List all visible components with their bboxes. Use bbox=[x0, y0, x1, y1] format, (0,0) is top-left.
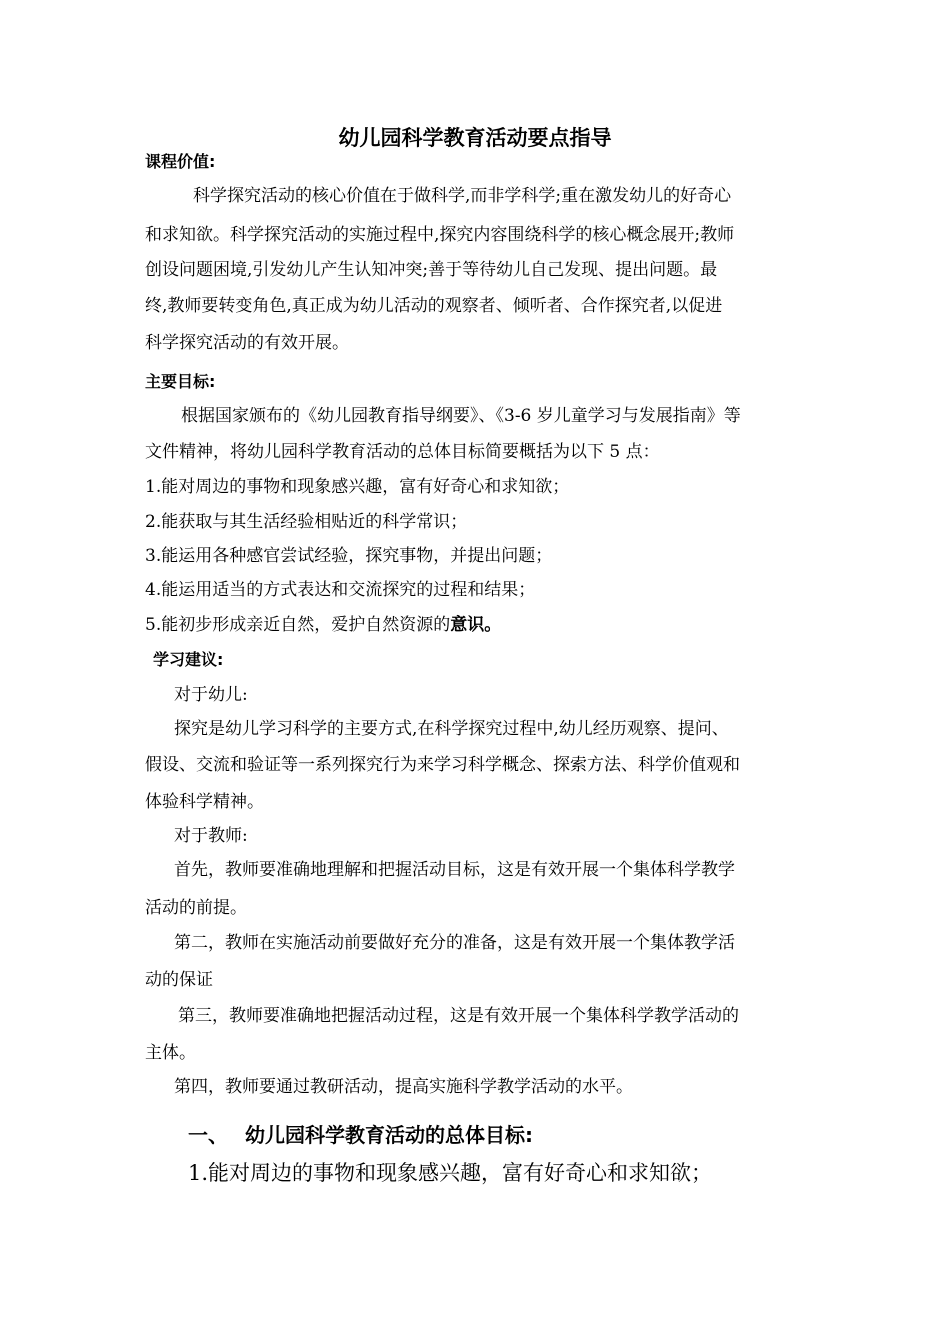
section-heading: 幼儿园科学教育活动的总体目标: bbox=[245, 1123, 533, 1147]
teacher-line: 动的保证 bbox=[145, 970, 213, 990]
main-goals-intro-line: 根据国家颁布的《幼儿园教育指导纲要》、《3-6 岁儿童学习与发展指南》等 bbox=[181, 406, 741, 426]
teacher-line: 主体。 bbox=[145, 1043, 196, 1063]
course-value-line: 终,教师要转变角色,真正成为幼儿活动的观察者、倾听者、合作探究者,以促进 bbox=[145, 296, 723, 316]
teacher-line: 首先，教师要准确地理解和把握活动目标，这是有效开展一个集体科学教学 bbox=[174, 860, 735, 880]
main-goals-heading: 主要目标: bbox=[145, 372, 216, 391]
goal-item: 4.能运用适当的方式表达和交流探究的过程和结果； bbox=[145, 580, 536, 600]
course-value-line: 创设问题困境,引发幼儿产生认知冲突;善于等待幼儿自己发现、提出问题。最 bbox=[145, 260, 718, 280]
section-number: 一、 bbox=[188, 1123, 228, 1147]
page-title: 幼儿园科学教育活动要点指导 bbox=[338, 126, 612, 150]
children-line: 假设、交流和验证等一系列探究行为来学习科学概念、探索方法、科学价值观和 bbox=[145, 755, 740, 775]
course-value-line: 科学探究活动的核心价值在于做科学,而非学科学;重在激发幼儿的好奇心 bbox=[193, 186, 732, 206]
children-line: 探究是幼儿学习科学的主要方式,在科学探究过程中,幼儿经历观察、提问、 bbox=[174, 719, 729, 739]
goal-item-5-text: 5.能初步形成亲近自然，爱护自然资源的 bbox=[145, 615, 451, 635]
suggestions-heading: 学习建议: bbox=[153, 650, 224, 669]
goal-item-5-emphasis: 意识。 bbox=[450, 615, 502, 635]
teacher-line: 第四，教师要通过教研活动，提高实施科学教学活动的水平。 bbox=[174, 1077, 633, 1097]
course-value-line: 和求知欲。科学探究活动的实施过程中,探究内容围绕科学的核心概念展开;教师 bbox=[145, 225, 735, 245]
teacher-line: 活动的前提。 bbox=[145, 898, 247, 918]
teacher-line: 第二，教师在实施活动前要做好充分的准备，这是有效开展一个集体教学活 bbox=[174, 933, 735, 953]
main-goals-intro-line: 文件精神，将幼儿园科学教育活动的总体目标简要概括为以下 5 点： bbox=[145, 442, 660, 462]
goal-item: 2.能获取与其生活经验相贴近的科学常识； bbox=[145, 512, 468, 532]
goal-item: 3.能运用各种感官尝试经验，探究事物，并提出问题； bbox=[145, 546, 553, 566]
teacher-line: 第三，教师要准确地把握活动过程，这是有效开展一个集体科学教学活动的 bbox=[178, 1006, 739, 1026]
teacher-label: 对于教师: bbox=[174, 826, 248, 846]
goal-item bbox=[145, 612, 501, 638]
section-item: 1.能对周边的事物和现象感兴趣，富有好奇心和求知欲； bbox=[188, 1161, 713, 1185]
course-value-line: 科学探究活动的有效开展。 bbox=[145, 333, 349, 353]
goal-item: 1.能对周边的事物和现象感兴趣，富有好奇心和求知欲； bbox=[145, 477, 570, 497]
children-line: 体验科学精神。 bbox=[145, 792, 264, 812]
course-value-heading: 课程价值: bbox=[145, 152, 216, 171]
children-label: 对于幼儿: bbox=[174, 685, 248, 705]
